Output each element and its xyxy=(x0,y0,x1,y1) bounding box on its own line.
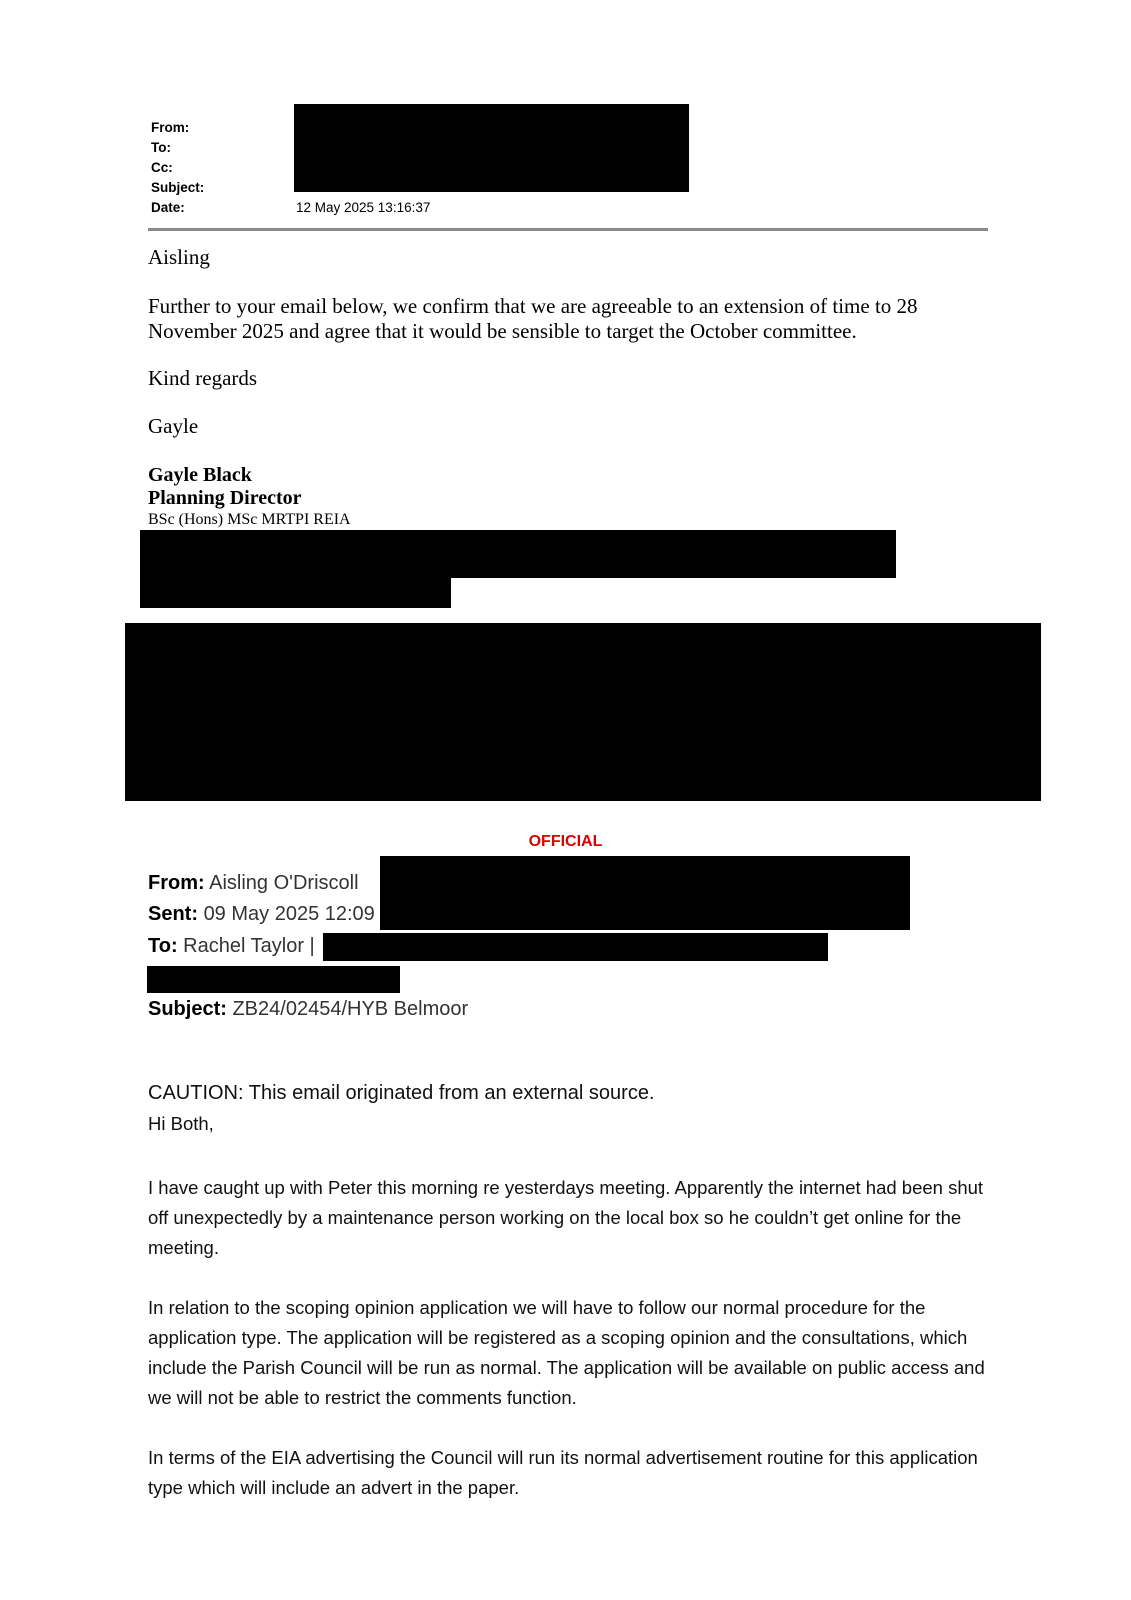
fwd-sent-value: 09 May 2025 12:09 xyxy=(203,903,375,925)
fwd-to-label: To: xyxy=(148,935,178,957)
reply-sender-name: Gayle xyxy=(148,414,199,438)
header-from-label: From: xyxy=(151,120,190,135)
original-paragraph: In relation to the scoping opinion application we will have to follow our normal procedure for the application type. The application will be registered as a scoping opinion and the consultations, which include the Parish Council will be run as normal. The application will be available on public access and we will not be able to restrict the comments function. xyxy=(148,1297,985,1408)
redaction-banner xyxy=(125,623,1041,801)
fwd-sent xyxy=(148,901,375,927)
redaction-fwd-to xyxy=(323,933,828,961)
header-to-label: To: xyxy=(151,140,171,155)
reply-closing: Kind regards xyxy=(148,366,258,390)
original-greeting: Hi Both, xyxy=(148,1113,214,1134)
signature-name: Gayle Black xyxy=(148,464,252,486)
redaction-signature-right xyxy=(451,530,896,578)
fwd-subject-label: Subject: xyxy=(148,998,227,1020)
header-divider xyxy=(148,228,988,231)
signature-qualifications: BSc (Hons) MSc MRTPI REIA xyxy=(148,511,351,528)
header-subject-label: Subject: xyxy=(151,180,205,195)
redaction-signature-left xyxy=(140,530,451,608)
reply-body: Further to your email below, we confirm that we are agreeable to an extension of time to 28 November 2025 and agree that it would be sensible to target the October committee. xyxy=(148,294,918,343)
original-paragraph: I have caught up with Peter this morning re yesterdays meeting. Apparently the internet had been shut off unexpectedly by a maintenance person working on the local box so he couldn’t get online for the meeting. xyxy=(148,1177,984,1258)
fwd-to-value: Rachel Taylor | xyxy=(183,935,315,957)
signature-title: Planning Director xyxy=(148,487,302,509)
fwd-from xyxy=(148,870,359,896)
redaction-fwd-from xyxy=(380,856,910,930)
fwd-sent-label: Sent: xyxy=(148,903,198,925)
redaction-fwd-cc xyxy=(147,966,400,993)
header-date-label: Date: xyxy=(151,200,185,215)
fwd-from-label: From: xyxy=(148,872,205,894)
fwd-subject-value: ZB24/02454/HYB Belmoor xyxy=(232,998,469,1020)
fwd-subject xyxy=(148,996,468,1022)
header-cc-label: Cc: xyxy=(151,160,173,175)
header-date-value: 12 May 2025 13:16:37 xyxy=(296,200,431,215)
redaction-header xyxy=(294,104,689,192)
reply-greeting: Aisling xyxy=(148,245,210,269)
fwd-from-value: Aisling O'Driscoll xyxy=(209,872,359,894)
classification-label: OFFICIAL xyxy=(528,833,603,850)
fwd-to xyxy=(148,933,315,959)
original-paragraph: In terms of the EIA advertising the Council will run its normal advertisement routine for this application type which will include an advert in the paper. xyxy=(148,1447,978,1498)
external-caution: CAUTION: This email originated from an external source. xyxy=(148,1082,655,1104)
